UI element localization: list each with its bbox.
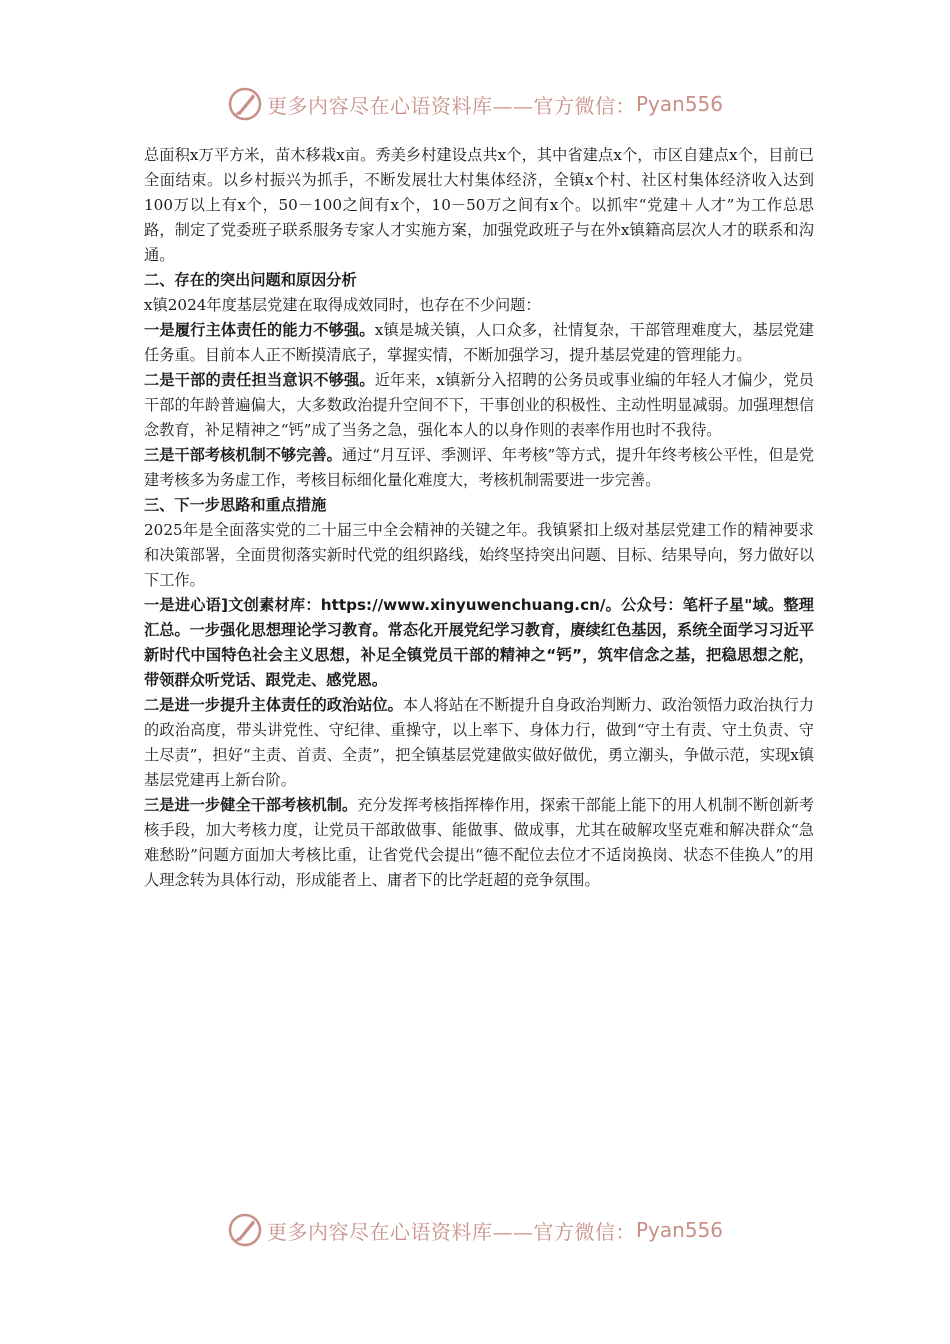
quill-logo-icon: [227, 86, 263, 122]
paragraph-intro-problems: x镇2024年度基层党建在取得成效同时，也存在不少问题：: [144, 296, 541, 314]
paragraph-body: 通过“月互评、季测评、年考核”等方式，提升年终考核公平性，但是党建考核多为务虚工作，考核目标细化量化难度大，考核机制需要进一步完善。: [144, 446, 815, 489]
header-watermark: [0, 84, 950, 124]
watermark-wechat-id: Pyan556: [635, 1218, 723, 1242]
paragraph-body: x镇是城关镇，人口众多，社情复杂，干部管理难度大，基层党建任务重。目前本人正不断摸清底子，掌握实情，不断加强学习，提升基层党建的管理能力。: [144, 321, 814, 364]
paragraph-problem-2: [144, 368, 814, 443]
paragraph-body: 本人将站在不断提升自身政治判断力、政治领悟力政治执行力的政治高度，带头讲党性、守纪律、重操守，以上率下、身体力行，做到“守土有责、守土负责、守土尽责”，担好“主责、首责、全责”，把全镇基层党建做实做好做优，勇立潮头，争做示范，实现x镇基层党建再上新台阶。: [144, 696, 815, 789]
paragraph-lead: 三是干部考核机制不够完善。: [144, 446, 342, 464]
watermark-wechat-id: Pyan556: [635, 92, 723, 116]
paragraph-problem-3: [144, 443, 814, 493]
watermark-text: 更多内容尽在心语资料库——官方微信：: [266, 93, 636, 118]
footer-watermark: [0, 1210, 950, 1250]
section-heading-measures: 三、下一步思路和重点措施: [144, 496, 327, 514]
quill-logo-icon: [227, 1212, 263, 1248]
paragraph-body: 充分发挥考核指挥棒作用，探索干部能上能下的用人机制不断创新考核手段，加大考核力度，让党员干部敢做事、能做事、做成事，尤其在破解攻坚克难和解决群众“急难愁盼”问题方面加大考核比重，让省党代会提出“德不配位去位才不适岗换岗、状态不佳换人”的用人理念转为具体行动，形成能者上、庸者下的比学赶超的竞争氛围。: [144, 796, 815, 889]
paragraph-measure-1: 一是进心语]文创素材库：https://www.xinyuwenchuang.cn/。公众号：笔杆子星"域。整理汇总。一步强化思想理论学习教育。常态化开展党纪学习教育，赓续红色基因，系统全面学习习近平新时代中国特色社会主义思想，补足全镇党员干部的精神之“钙”，筑牢信念之基，把稳思想之舵，带领群众听党话、跟党走、感党恩。: [144, 596, 814, 689]
section-heading-problems: 二、存在的突出问题和原因分析: [144, 271, 357, 289]
paragraph-measure-3: [144, 793, 814, 893]
paragraph-lead: 二是干部的责任担当意识不够强。: [144, 371, 375, 389]
paragraph-lead: 一是履行主体责任的能力不够强。: [144, 321, 375, 339]
paragraph-problem-1: [144, 318, 814, 368]
paragraph-measure-2: [144, 693, 814, 793]
paragraph-lead: 二是进一步提升主体责任的政治站位。: [144, 696, 403, 714]
document-body: [144, 143, 814, 893]
paragraph-body: 近年来，x镇新分入招聘的公务员或事业编的年轻人才偏少，党员干部的年龄普遍偏大，大多数政治提升空间不下，干事创业的积极性、主动性明显减弱。加强理想信念教育，补足精神之“钙”成了当务之急，强化本人的以身作则的表率作用也时不我待。: [144, 371, 814, 439]
watermark-text: 更多内容尽在心语资料库——官方微信：: [266, 1219, 636, 1244]
paragraph-lead: 三是进一步健全干部考核机制。: [144, 796, 358, 814]
paragraph-continuation: 总面积x万平方米，苗木移栽x亩。秀美乡村建设点共x个，其中省建点x个，市区自建点x个，目前已全面结束。以乡村振兴为抓手，不断发展壮大村集体经济，全镇x个村、社区村集体经济收入达到100万以上有x个，50－100之间有x个，10－50万之间有x个。以抓牢“党建＋人才”为工作总思路，制定了党委班子联系服务专家人才实施方案，加强党政班子与在外x镇籍高层次人才的联系和沟通。: [144, 146, 814, 264]
paragraph-intro-measures: 2025年是全面落实党的二十届三中全会精神的关键之年。我镇紧扣上级对基层党建工作的精神要求和决策部署，全面贯彻落实新时代党的组织路线，始终坚持突出问题、目标、结果导向，努力做好以下工作。: [144, 521, 814, 589]
